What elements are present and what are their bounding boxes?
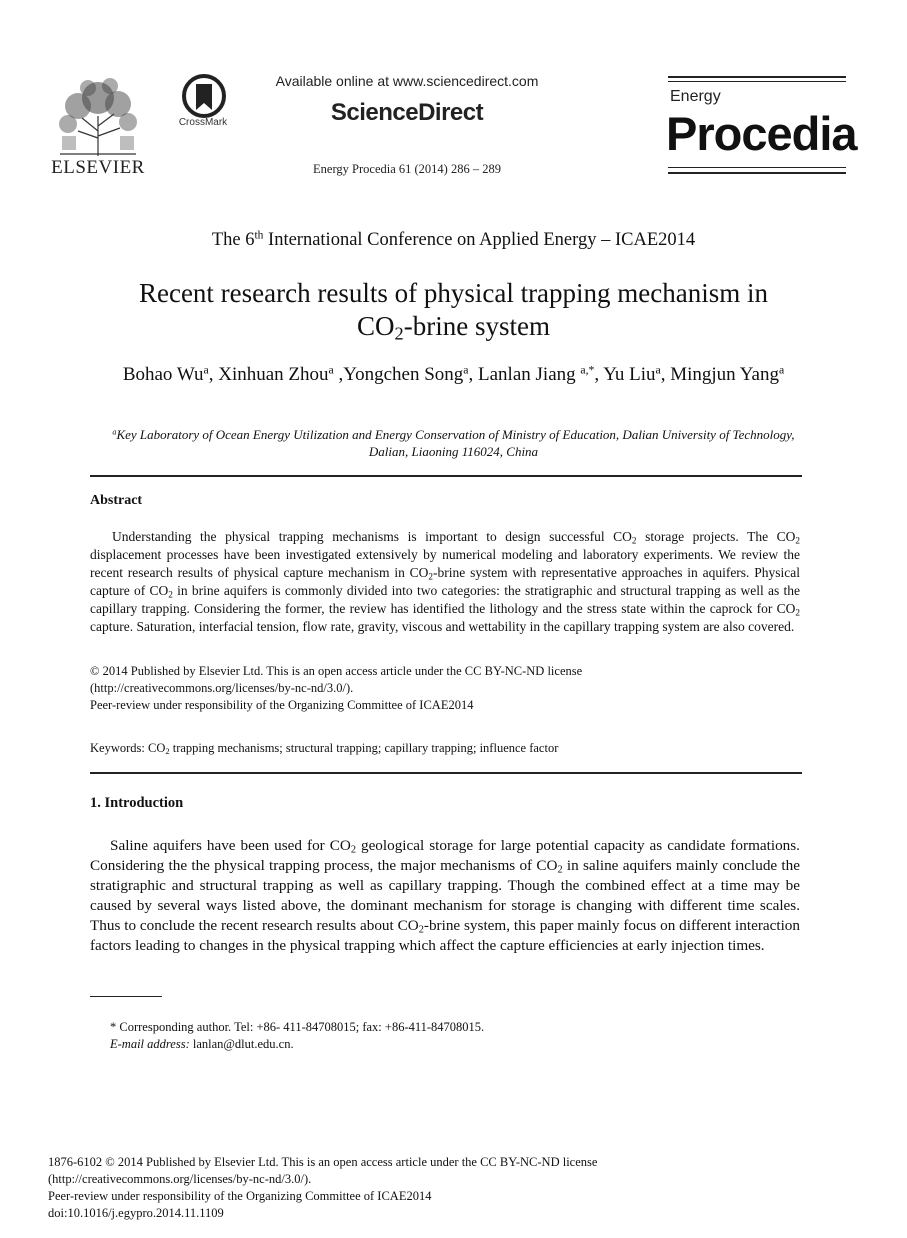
author-name: Mingjun Yang [670,364,779,385]
journal-logo-top: Energy [670,88,721,105]
journal-reference: Energy Procedia 61 (2014) 286 – 289 [313,162,501,176]
section-divider [90,475,802,477]
conference-name: The 6th International Conference on Applied Energy – ICAE2014 [211,229,696,250]
abstract-body: Understanding the physical trapping mechanisms is important to design successful $CO_2$ storage projects. The $CO_2$ displacement processes have been investigated extensively by numerical modeling and laboratory experiments. We review the recent research results of physical capture mechanism in $CO_2$-brine system with representative approaches in aquifers. Physical capture of $CO_2$ in brine aquifers is commonly divided into two categories: the stratigraphic and structural trapping as well as the capillary trapping. Considering the former, the review has identified the lithology and the stress state within the caprock for $CO_2$ capture. Saturation, interfacial tension, flow rate, gravity, viscous and wettability in the capillary trapping system are also covered. [90,529,801,634]
journal-logo-rule [668,172,846,174]
introduction-body: Saline aquifers have been used for $CO_2$ geological storage for large potential capacity as candidate formations. Considering the the physical trapping process, the major mechanisms of $CO_2$ in saline aquifers mainly conclude the stratigraphic and structural trapping as well as capillary trapping. Though the combined effect at a time may be caused by several ways listed above, the dominant mechanism for storage is changing with different time scales. Thus to conclude the recent research results about $CO_2$-brine system, this paper mainly focus on different interaction factors leading to changes in the physical trapping which affect the capture efficiencies at early injection times. [90,837,800,954]
affiliation: $^a$Key Laboratory of Ocean Energy Utilization and Energy Conservation of Ministry of Education, Dalian University of Technology, Dalian, Liaoning 116024, China [112,427,795,459]
introduction-heading: 1. Introduction [90,795,184,811]
footnote-rule [90,996,162,997]
available-online-text: Available online at www.sciencedirect.com [275,73,539,89]
license-link[interactable]: (http://creativecommons.org/licenses/by-nc-nd/3.0/). [90,681,354,695]
author-affil-mark: a [778,363,785,377]
journal-logo-rule [668,167,846,168]
elsevier-tree-logo [52,76,144,158]
author-affil-mark: a,* [580,363,595,377]
sciencedirect-wordmark: ScienceDirect [330,99,484,126]
paper-title [60,277,847,343]
abstract-heading: Abstract [90,493,143,508]
author-affil-mark: a [328,363,334,377]
crossmark-label: CrossMark [178,117,228,128]
title-line-1: Recent research results of physical trapping mechanism in [138,278,769,308]
author-name: Bohao Wu [122,364,204,385]
author-list: Bohao Wu$^a$, Xinhuan Zhou$^a$ ,Yongchen Song$^a$, Lanlan Jiang $^{a,*}$, Yu Liu$^a$, Mingjun Yang$^a$ [122,363,785,385]
corresponding-author: * Corresponding author. Tel: +86- 411-84708015; fax: +86-411-84708015. [110,1020,485,1034]
section-divider [90,772,802,774]
author-name: Lanlan Jiang [478,364,581,385]
issn-copyright-block: 1876-6102 © 2014 Published by Elsevier Ltd. This is an open access article under the CC BY-NC-ND license (http://creativecommons.org/licenses/by-nc-nd/3.0/). Peer-review under responsibility of the Organizing Committee of ICAE2014 doi:10.1016/j.egypro.2014.11.1109 [48,1154,848,1222]
footnote [110,1019,790,1053]
title-line-2: $CO_2$-brine system [357,311,550,344]
keywords: Keywords: $CO_2$ trapping mechanisms; structural trapping; capillary trapping; influence factor [90,741,559,757]
copyright-notice: © 2014 Published by Elsevier Ltd. This is an open access article under the CC BY-NC-ND license (http://creativecommons.org/licenses/by-nc-nd/3.0/). Peer-review under responsibility of the Organizing Committee of ICAE2014 [90,663,802,714]
author-name: Yu Liu [603,364,656,385]
author-name: Yongchen Song [343,364,464,385]
license-link[interactable]: (http://creativecommons.org/licenses/by-nc-nd/3.0/). [48,1172,312,1186]
author-affil-mark: a [203,363,209,377]
journal-logo-main: Procedia [666,107,857,160]
author-name: Xinhuan Zhou [218,364,329,385]
email-address[interactable]: lanlan@dlut.edu.cn. [189,1037,294,1051]
email-label: E-mail address: [110,1037,190,1051]
doi[interactable]: doi:10.1016/j.egypro.2014.11.1109 [48,1206,224,1220]
journal-logo-rule [668,81,846,82]
journal-logo-rule [668,76,846,78]
publisher-wordmark: ELSEVIER [51,157,145,178]
author-affil-mark: a [655,363,661,377]
author-affil-mark: a [463,363,469,377]
